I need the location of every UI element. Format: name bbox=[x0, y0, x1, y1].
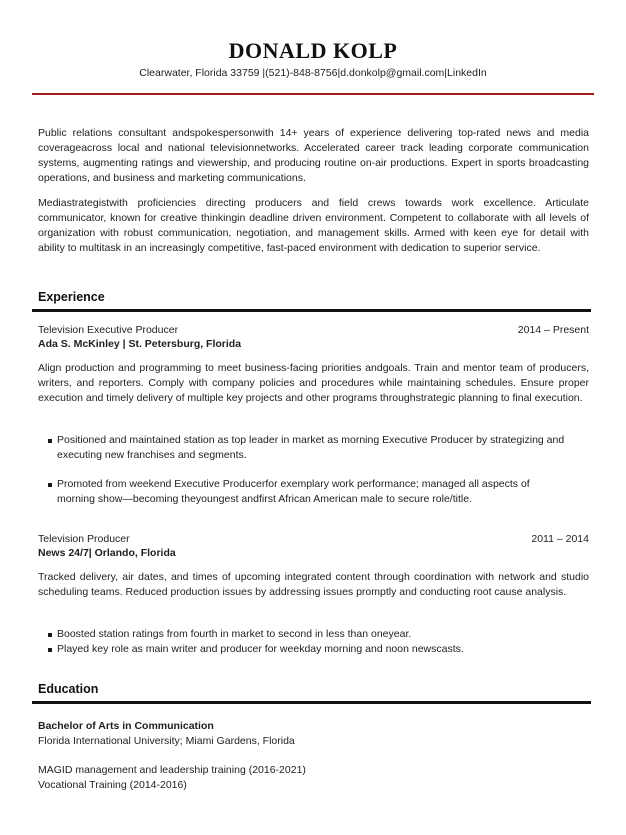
bullet-text: Promoted from weekend Executive Producerfor exemplary work performance; managed all aspects of morning show—becoming theyoungest andfirst African American male to secure role/title. bbox=[57, 478, 530, 505]
bullet-icon bbox=[48, 483, 52, 487]
list-item bbox=[45, 477, 565, 507]
job-2-header bbox=[38, 532, 589, 546]
experience-divider bbox=[32, 309, 591, 312]
contact-line: Clearwater, Florida 33759 |(521)-848-8756|d.donkolp@gmail.com|LinkedIn bbox=[139, 67, 487, 79]
list-item bbox=[45, 642, 565, 657]
bullet-icon bbox=[48, 648, 52, 652]
job-2-bullets bbox=[45, 627, 565, 657]
job-2-dates: 2011 – 2014 bbox=[531, 533, 589, 545]
list-item bbox=[45, 433, 565, 463]
header-divider bbox=[32, 93, 594, 95]
bullet-icon bbox=[48, 633, 52, 637]
job-1-company: Ada S. McKinley | St. Petersburg, Florida bbox=[38, 338, 242, 350]
summary-paragraph-1: Public relations consultant andspokespersonwith 14+ years of experience delivering top-rated news and media coverageacross local and national televisionnetworks. Accelerated career track leading corporate communication systems, augmenting ratings and viewership, and producing routine on-air productions. Expert in sports broadcasting operations, and business and marketing communications. bbox=[38, 127, 589, 184]
job-2-company: News 24/7| Orlando, Florida bbox=[38, 547, 176, 559]
school-name: Florida International University; Miami Gardens, Florida bbox=[38, 735, 295, 747]
training-item-1: MAGID management and leadership training (2016-2021) bbox=[38, 764, 306, 776]
training-item-2: Vocational Training (2014-2016) bbox=[38, 779, 187, 791]
education-heading: Education bbox=[38, 682, 99, 696]
list-item bbox=[45, 627, 565, 642]
education-divider bbox=[32, 701, 591, 704]
candidate-name: DONALD KOLP bbox=[228, 38, 398, 63]
job-1-dates: 2014 – Present bbox=[517, 324, 589, 336]
bullet-text: Positioned and maintained station as top leader in market as morning Executive Producer by strategizing and executing new franchises and segments. bbox=[57, 434, 565, 461]
summary-paragraph-2: Mediastrategistwith proficiencies directing producers and field crews towards work excellence. Articulate communicator, known for creative thinkingin deadline driven environment. Competent to collaborate with all levels of organization with robust communication, negotiation, and management skills. Armed with keen eye for detail with ability to multitask in an increasingly competitive, fast-paced environment with dedication to superior service. bbox=[38, 197, 589, 254]
bullet-text: Played key role as main writer and producer for weekday morning and noon newscasts. bbox=[57, 643, 464, 655]
job-2-role: Television Producer bbox=[38, 533, 130, 545]
bullet-text: Boosted station ratings from fourth in market to second in less than oneyear. bbox=[57, 628, 412, 640]
job-2-description: Tracked delivery, air dates, and times of upcoming integrated content through coordination with network and studio scheduling teams. Reduced production issues by addressing issues promptly and conducting root cause analysis. bbox=[38, 571, 589, 598]
bullet-icon bbox=[48, 439, 52, 443]
experience-heading: Experience bbox=[38, 290, 105, 304]
job-1-description: Align production and programming to meet business-facing priorities andgoals. Train and mentor team of producers, writers, and reporters. Comply with company policies and procedures while maintaining schedules. Ensure proper execution and timely delivery of multiple key projects and other programs throughstrategic planning to final execution. bbox=[38, 362, 589, 404]
job-1-header bbox=[38, 323, 589, 337]
job-1-role: Television Executive Producer bbox=[38, 324, 179, 336]
degree-title: Bachelor of Arts in Communication bbox=[38, 720, 214, 732]
job-1-bullets bbox=[45, 433, 565, 507]
